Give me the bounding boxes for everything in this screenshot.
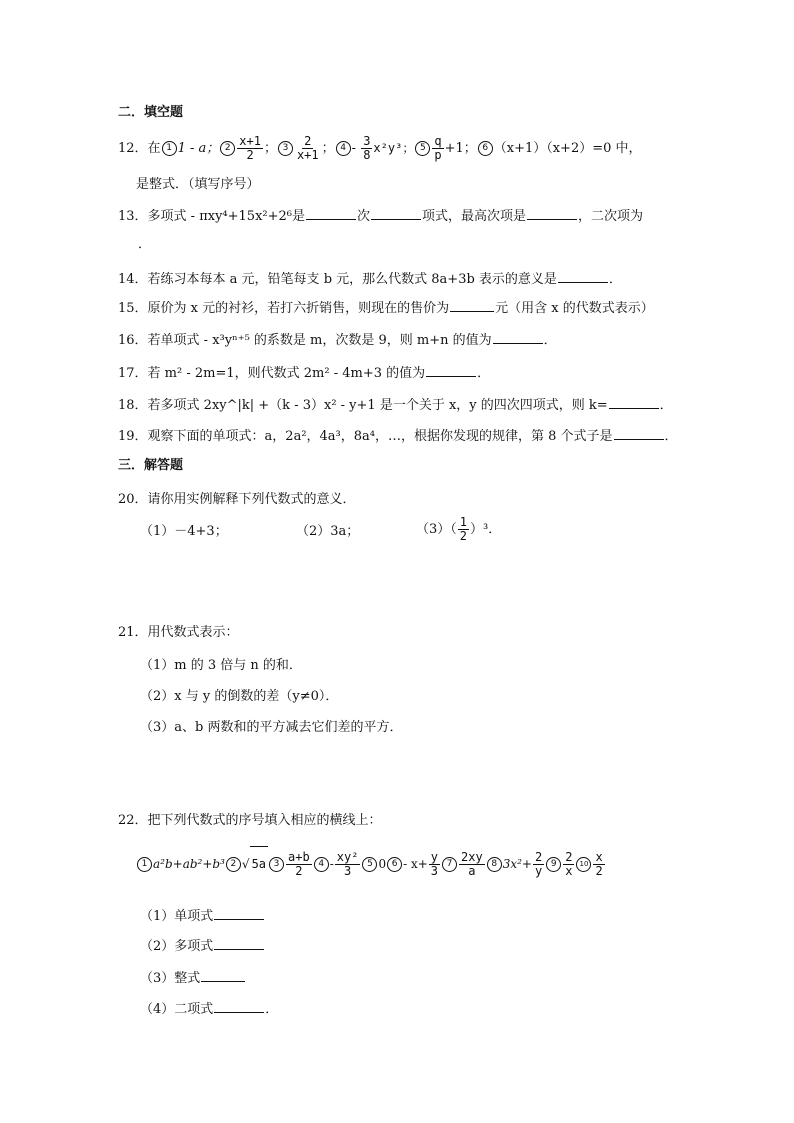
- circled-number: 10: [576, 857, 591, 872]
- circled-number: 4: [314, 857, 329, 872]
- answer-blank[interactable]: [426, 364, 476, 377]
- answer-blank[interactable]: [306, 207, 356, 220]
- fraction-denominator: 2: [295, 864, 303, 878]
- question-number: 22．: [118, 813, 148, 828]
- fraction-denominator: 3: [430, 864, 439, 878]
- text: ．: [608, 272, 622, 287]
- question-number: 14．: [118, 272, 148, 287]
- fraction: [429, 851, 440, 878]
- fraction-denominator: y: [535, 864, 543, 878]
- fraction-denominator: 8: [363, 148, 371, 162]
- circled-number: 3: [269, 857, 284, 872]
- circled-number: 7: [442, 857, 457, 872]
- fraction-denominator: 3: [343, 864, 352, 878]
- text: ．: [664, 429, 678, 444]
- text: 观察下面的单项式：a，2a²，4a³，8a⁴，…，根据你发现的规律，第 8 个式子是: [147, 429, 613, 444]
- question-22-answer-3: [140, 967, 246, 986]
- answer-blank[interactable]: [558, 270, 608, 283]
- fraction-denominator: p: [434, 148, 442, 162]
- text: - x+: [403, 857, 428, 871]
- fraction: [295, 135, 321, 162]
- expression: x²y³；: [373, 141, 415, 155]
- text: 若 m² - 2m=1，则代数式 2m² - 4m+3 的值为: [147, 366, 426, 381]
- text: （3）（: [416, 522, 457, 537]
- fraction-denominator: 2: [595, 864, 603, 878]
- expression: 1 - a；: [177, 141, 220, 156]
- circled-number: 5: [415, 141, 430, 156]
- question-22-answer-2: [140, 935, 265, 954]
- text: 把下列代数式的序号填入相应的横线上：: [147, 813, 382, 828]
- fraction-denominator: x: [565, 864, 573, 878]
- section-title-fill-in: 二．填空题: [118, 105, 184, 120]
- text: ）³．: [470, 522, 502, 537]
- fraction: [361, 135, 372, 162]
- question-20-part-3: [416, 515, 501, 545]
- question-number: 15．: [118, 301, 148, 316]
- question-21: [118, 624, 239, 642]
- fraction-denominator: x+1: [296, 148, 319, 162]
- text: 请你用实例解释下列代数式的意义．: [147, 492, 356, 507]
- fraction: [533, 851, 544, 878]
- text: 在: [147, 141, 161, 156]
- question-22: [118, 812, 382, 830]
- expression: 0: [378, 857, 387, 871]
- fraction-numerator: 3: [363, 134, 371, 148]
- circled-number: 3: [278, 141, 293, 156]
- answer-blank[interactable]: [493, 331, 543, 344]
- text: 若练习本每本 a 元，铅笔每支 b 元，那么代数式 8a+3b 表示的意义是: [147, 272, 557, 287]
- circled-number: 6: [387, 857, 402, 872]
- text: （1）单项式: [140, 909, 214, 924]
- expression: 3x²+: [502, 857, 532, 871]
- text: 若单项式 - x³yⁿ⁺⁵ 的系数是 m，次数是 9，则 m+n 的值为: [147, 333, 492, 348]
- question-number: 17．: [118, 366, 148, 381]
- text: （2）多项式: [140, 939, 214, 954]
- text: 次: [357, 209, 371, 224]
- question-16: [118, 331, 557, 350]
- question-20: [118, 491, 356, 509]
- fraction-numerator: x+1: [239, 134, 261, 148]
- fraction: [237, 135, 263, 162]
- question-20-part-1: （1）－4+3；: [140, 524, 228, 539]
- fraction-numerator: y: [430, 850, 439, 864]
- text: ．: [265, 1002, 279, 1017]
- answer-blank[interactable]: [214, 937, 264, 950]
- expression: 5a: [250, 846, 268, 881]
- circled-number: 6: [478, 141, 493, 156]
- text: ，二次项为: [578, 209, 644, 224]
- fraction-numerator: 2: [304, 134, 312, 148]
- answer-blank[interactable]: [527, 207, 577, 220]
- question-12: 12．在 1 1 - a； 2 $\frac{x+1}{2}$ ； 3 $\frac{2}{x+1}$ ； 4 - $\frac{3}{8}$ x²y³； 5 $\frac{q}{p}$ +1； 6 （x+1）（x+2）=0 中，: [118, 134, 642, 162]
- answer-blank[interactable]: [371, 207, 421, 220]
- question-number: 18．: [118, 398, 148, 413]
- expression: a²b+ab²+b³: [153, 857, 225, 871]
- question-15: [118, 299, 654, 318]
- fraction-numerator: a+b: [288, 850, 310, 864]
- answer-blank[interactable]: [214, 907, 264, 920]
- fraction-denominator: 2: [459, 529, 468, 543]
- text: ．: [543, 333, 557, 348]
- fraction: [286, 851, 312, 878]
- question-22-expressions: [136, 846, 606, 881]
- text: +1；: [444, 141, 477, 156]
- question-22-answer-4: [140, 998, 278, 1017]
- text: 项式，最高次项是: [422, 209, 527, 224]
- question-22-answer-1: [140, 905, 265, 924]
- text: -: [329, 857, 334, 871]
- fraction-numerator: q: [434, 134, 442, 148]
- circled-number: 5: [362, 857, 377, 872]
- question-20-part-2: （2）3a；: [296, 524, 360, 539]
- question-14: [118, 270, 622, 289]
- fraction-denominator: 2: [246, 148, 254, 162]
- question-21-part-1: （1）m 的 3 倍与 n 的和．: [140, 658, 302, 673]
- circled-number: 1: [137, 857, 152, 872]
- fraction: [458, 516, 469, 543]
- text: 元（用含 x 的代数式表示）: [495, 301, 654, 316]
- text: ．: [659, 398, 673, 413]
- text: （4）二项式: [140, 1002, 214, 1017]
- answer-blank[interactable]: [201, 969, 245, 982]
- circled-number: 8: [487, 857, 502, 872]
- text: 用代数式表示：: [147, 625, 239, 640]
- question-number: 19．: [118, 429, 148, 444]
- answer-blank[interactable]: [609, 396, 659, 409]
- question-21-part-2: （2）x 与 y 的倒数的差（y≠0）．: [140, 689, 339, 704]
- answer-blank[interactable]: [614, 427, 664, 440]
- text: -: [351, 141, 361, 156]
- fraction: [563, 851, 574, 878]
- circled-number: 2: [226, 857, 241, 872]
- text: 原价为 x 元的衬衫，若打六折销售，则现在的售价为: [147, 301, 450, 316]
- sqrt-symbol: √: [241, 857, 250, 871]
- question-number: 21．: [118, 625, 148, 640]
- section-title-solve: 三．解答题: [118, 458, 184, 473]
- question-13: [118, 207, 643, 226]
- text: （x+1）（x+2）=0 中，: [493, 141, 642, 156]
- question-18: [118, 396, 673, 415]
- fraction: [335, 851, 361, 878]
- fraction-numerator: xy²: [336, 850, 359, 864]
- question-12-line2: 是整式．（填写序号）: [136, 177, 260, 192]
- fraction-numerator: x: [595, 850, 603, 864]
- fraction-numerator: 2xy: [461, 850, 483, 864]
- question-21-part-3: （3）a、b 两数和的平方减去它们差的平方．: [140, 720, 403, 735]
- circled-number: 1: [162, 141, 177, 156]
- fraction-numerator: 2: [535, 850, 543, 864]
- answer-blank[interactable]: [214, 1000, 264, 1013]
- question-19: [118, 427, 678, 446]
- text: ．: [477, 366, 491, 381]
- fraction: [432, 135, 443, 162]
- text: 若多项式 2xy^|k| +（k - 3）x² - y+1 是一个关于 x，y 的四次四项式，则 k=: [147, 398, 608, 413]
- fraction: [459, 851, 485, 878]
- circled-number: 4: [336, 141, 351, 156]
- fraction-numerator: 2: [565, 850, 573, 864]
- question-13-line2: ．: [138, 237, 152, 252]
- text: （3）整式: [140, 971, 201, 986]
- question-17: [118, 364, 490, 383]
- fraction: [593, 851, 604, 878]
- fraction-numerator: 1: [459, 515, 468, 529]
- question-number: 13．: [118, 209, 148, 224]
- question-number: 12．: [118, 141, 148, 156]
- question-number: 20．: [118, 492, 148, 507]
- answer-blank[interactable]: [450, 299, 494, 312]
- circled-number: 9: [546, 857, 561, 872]
- circled-number: 2: [220, 141, 235, 156]
- text: 多项式 - πxy⁴+15x²+2⁶是: [147, 209, 305, 224]
- question-number: 16．: [118, 333, 148, 348]
- fraction-denominator: a: [468, 864, 476, 878]
